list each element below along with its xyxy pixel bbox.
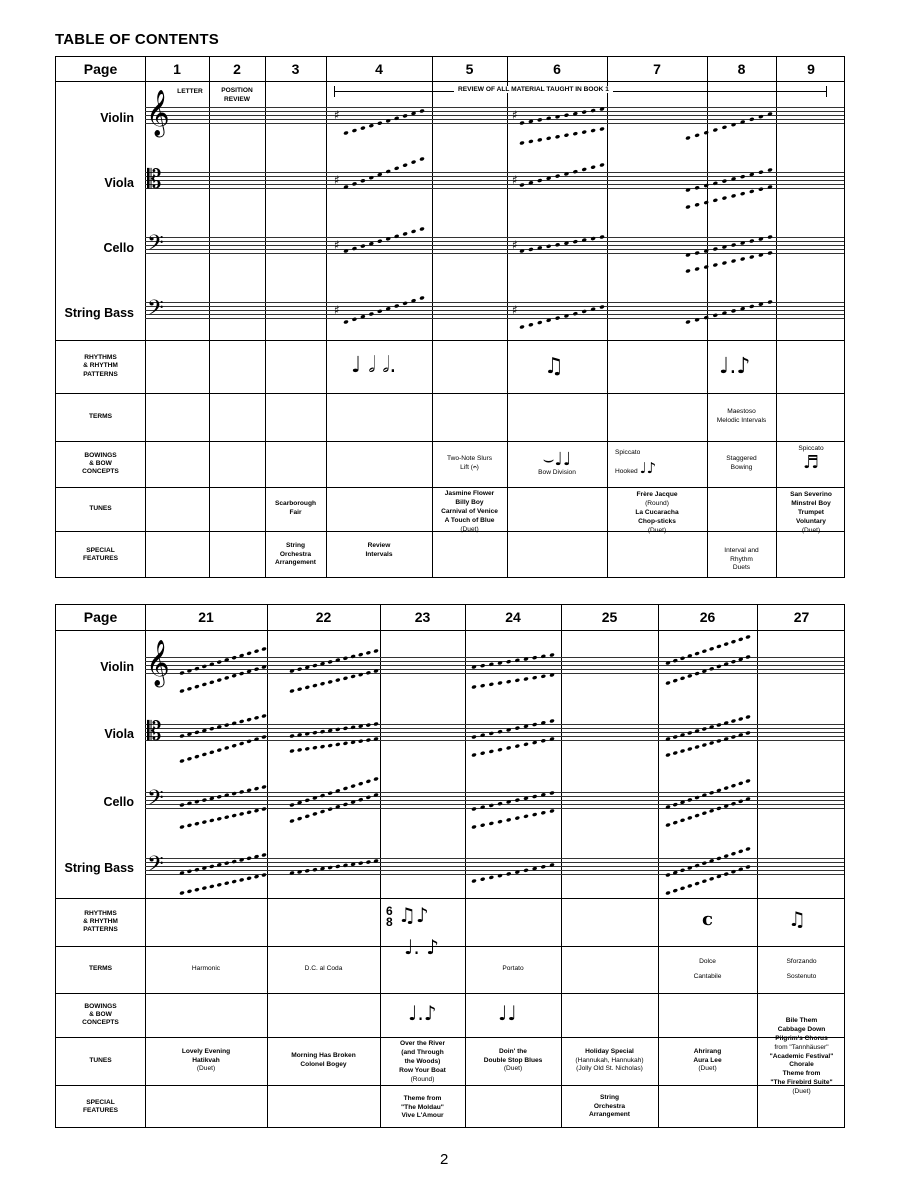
contents-table-pages-21-27	[55, 604, 845, 1128]
note-run	[665, 779, 751, 810]
letter-note: LETTER	[177, 87, 203, 95]
common-time-icon: c	[702, 909, 713, 930]
tunes-page-9: San Severino Minstrel Boy Trumpet Voluntary (Duet)	[790, 491, 832, 534]
note-run	[471, 791, 555, 812]
note-run	[519, 107, 605, 126]
note-run	[289, 859, 379, 876]
note-run	[685, 112, 773, 141]
special-page-3: String Orchestra Arrangement	[274, 541, 317, 567]
special-page-25: String Orchestra Arrangement	[588, 1093, 631, 1119]
position-review-note: POSITION REVIEW	[221, 87, 253, 103]
slurred-dotted-notes-icon: ♩.♪	[408, 1001, 437, 1025]
accented-eighth-notes-icon: ♫	[788, 907, 806, 931]
page-number-header: 25	[601, 609, 618, 626]
instrument-label-cello: Cello	[103, 241, 134, 255]
note-run	[471, 673, 555, 690]
note-run	[519, 305, 605, 330]
key-signature-icon: ♯	[334, 238, 340, 252]
slur-notes-icon: ⌣♩♩	[542, 448, 572, 470]
terms-page-26: Dolce Cantabile	[693, 957, 722, 980]
bass-clef-icon: 𝄢	[147, 786, 164, 816]
note-run	[289, 722, 379, 739]
page-number-header: 26	[699, 609, 716, 626]
contents-table-pages-1-9	[55, 56, 845, 578]
page-title: TABLE OF CONTENTS	[55, 31, 219, 48]
note-run	[471, 809, 555, 830]
row-label-terms: TERMS	[88, 412, 113, 420]
alto-clef-icon: 𝄡	[147, 165, 162, 195]
note-run	[343, 109, 425, 136]
tunes-page-3: Scarborough Fair	[274, 500, 317, 516]
note-run	[179, 714, 267, 739]
terms-page-21: Harmonic	[191, 965, 221, 973]
eighth-notes-icon: ♫	[544, 354, 564, 379]
terms-page-24: Portato	[502, 965, 524, 973]
note-run	[289, 649, 379, 674]
note-run	[665, 865, 751, 896]
row-label-bowings: BOWINGS & BOW CONCEPTS	[82, 451, 119, 476]
note-run	[665, 715, 751, 742]
special-page-23: Theme from "The Moldau" Vive L'Amour	[401, 1094, 444, 1120]
dotted-quarter-eighth-icon: ♩. ♪	[404, 935, 439, 959]
page-number-header: 21	[198, 609, 214, 626]
instrument-label-cello: Cello	[103, 795, 134, 809]
page-number-header: 6	[553, 60, 561, 77]
tunes-page-25: Holiday Special (Hannukah, Hannukah) (Jolly Old St. Nicholas)	[575, 1047, 644, 1073]
note-run	[519, 127, 605, 146]
note-run	[179, 665, 267, 694]
row-label-tunes: TUNES	[89, 504, 112, 512]
review-banner: REVIEW OF ALL MATERIAL TAUGHT IN BOOK 1	[334, 86, 827, 98]
instrument-label-viola: Viola	[104, 176, 134, 190]
page-number: 2	[440, 1151, 449, 1168]
terms-page-27: Sforzando Sostenuto	[786, 957, 817, 980]
row-label-rhythms: RHYTHMS & RHYTHM PATTERNS	[83, 909, 118, 934]
page-number-header: 27	[793, 609, 810, 626]
row-label-bowings: BOWINGS & BOW CONCEPTS	[82, 1002, 119, 1027]
page-number-header: 3	[291, 60, 300, 77]
instrument-label-viola: Viola	[104, 727, 134, 741]
page-number-header: 22	[315, 609, 332, 626]
special-page-8: Interval and Rhythm Duets	[724, 546, 759, 572]
page-number-header: 24	[505, 609, 521, 626]
bowings-page-9: Spiccato ♬	[798, 445, 824, 473]
page-number-header: 9	[807, 60, 815, 77]
bowings-page-8: Staggered Bowing	[726, 455, 757, 471]
note-run	[665, 731, 751, 758]
tunes-page-24: Doin' the Double Stop Blues (Duet)	[483, 1047, 543, 1073]
hooked-bowing-icon: ♩♪	[639, 459, 657, 478]
bowings-page-7: Spiccato Hooked ♩♪	[615, 449, 657, 478]
row-label-terms: TERMS	[88, 965, 113, 973]
note-run	[289, 737, 379, 754]
time-signature-6-8: 6 8	[386, 904, 393, 929]
note-run	[665, 655, 751, 686]
note-run	[665, 797, 751, 828]
note-run	[179, 807, 267, 830]
treble-clef-icon: 𝄞	[146, 640, 170, 686]
note-run	[665, 847, 751, 878]
row-label-rhythms: RHYTHMS & RHYTHM PATTERNS	[83, 354, 118, 378]
note-run	[179, 735, 267, 764]
tunes-page-27: Bile Them Cabbage Down Pilgrim's Chorus from "Tannhäuser" "Academic Festival" Chorale Theme from "The Firebird Suite" (Duet)	[769, 1017, 834, 1096]
page-number-header: 8	[737, 60, 746, 77]
bass-clef-icon: 𝄢	[147, 231, 164, 261]
note-run	[665, 635, 751, 666]
tunes-page-22: Morning Has Broken Colonel Bogey	[291, 1052, 356, 1068]
note-run	[471, 719, 555, 740]
terms-page-22: D.C. al Coda	[304, 965, 343, 973]
tunes-page-26: Ahrirang Aura Lee (Duet)	[693, 1047, 722, 1073]
page-number-header: 5	[465, 60, 474, 77]
note-run	[519, 163, 605, 188]
note-run	[289, 777, 379, 808]
key-signature-icon: ♯	[334, 173, 340, 187]
page-number-header: 4	[375, 60, 383, 77]
note-run	[179, 873, 267, 896]
key-signature-icon: ♯	[512, 108, 518, 122]
eighth-note-triplet-icon: ♫♪	[398, 903, 429, 927]
page-number-header: 23	[414, 609, 431, 626]
bowings-page-5: Two-Note Slurs Lift (𝄐)	[446, 455, 493, 471]
special-page-4: Review Intervals	[365, 542, 393, 558]
key-signature-icon: ♯	[334, 303, 340, 317]
note-run	[343, 227, 425, 254]
note-run	[179, 647, 267, 676]
slurred-quarter-notes-icon: ♩♩	[498, 1001, 517, 1025]
key-signature-icon: ♯	[334, 108, 340, 122]
page-column-header: Page	[83, 60, 118, 77]
note-run	[519, 235, 605, 254]
key-signature-icon: ♯	[512, 173, 518, 187]
page-number-header: 1	[173, 60, 181, 77]
instrument-label-string-bass: String Bass	[64, 861, 134, 875]
treble-clef-icon: 𝄞	[146, 90, 170, 136]
note-run	[343, 296, 425, 325]
lift-icon: 𝄐	[472, 464, 477, 471]
bass-clef-icon: 𝄢	[147, 852, 164, 882]
key-signature-icon: ♯	[512, 303, 518, 317]
page-number-header: 2	[233, 60, 241, 77]
instrument-label-violin: Violin	[100, 111, 134, 125]
instrument-label-violin: Violin	[100, 660, 134, 674]
tunes-page-7: Frère Jacque (Round) La Cucaracha Chop-sticks (Duet)	[635, 491, 679, 534]
page-column-header: Page	[83, 609, 118, 626]
tied-notes-icon: ♩.♪	[719, 354, 751, 379]
instrument-label-string-bass: String Bass	[64, 306, 134, 320]
row-label-tunes: TUNES	[89, 1056, 112, 1064]
note-run	[179, 785, 267, 808]
note-run	[289, 669, 379, 694]
note-run	[179, 853, 267, 876]
key-signature-icon: ♯	[512, 238, 518, 252]
tunes-page-21: Lovely Evening Hatikvah (Duet)	[181, 1047, 231, 1073]
tunes-page-5: Jasmine Flower Billy Boy Carnival of Venice A Touch of Blue (Duet)	[441, 490, 498, 533]
note-run	[471, 737, 555, 758]
note-run	[343, 157, 425, 190]
page-number-header: 7	[653, 60, 661, 77]
note-run	[471, 653, 555, 670]
bowings-page-6: ⌣♩♩ Bow Division	[538, 448, 576, 476]
note-run	[471, 863, 555, 884]
row-label-special: SPECIAL FEATURES	[82, 1098, 119, 1114]
terms-page-8: Maestoso Melodic Intervals	[716, 408, 767, 424]
note-run	[289, 793, 379, 824]
row-label-special: SPECIAL FEATURES	[82, 546, 119, 562]
tunes-page-23: Over the River (and Through the Woods) Row Your Boat (Round)	[399, 1040, 446, 1083]
spiccato-notes-icon: ♬	[802, 451, 820, 473]
bass-clef-icon: 𝄢	[147, 296, 164, 326]
note-run	[685, 300, 773, 325]
quarter-half-dotted-half-notes-icon: ♩ 𝅗𝅥 𝅗𝅥.	[351, 353, 397, 378]
alto-clef-icon: 𝄡	[147, 717, 162, 747]
